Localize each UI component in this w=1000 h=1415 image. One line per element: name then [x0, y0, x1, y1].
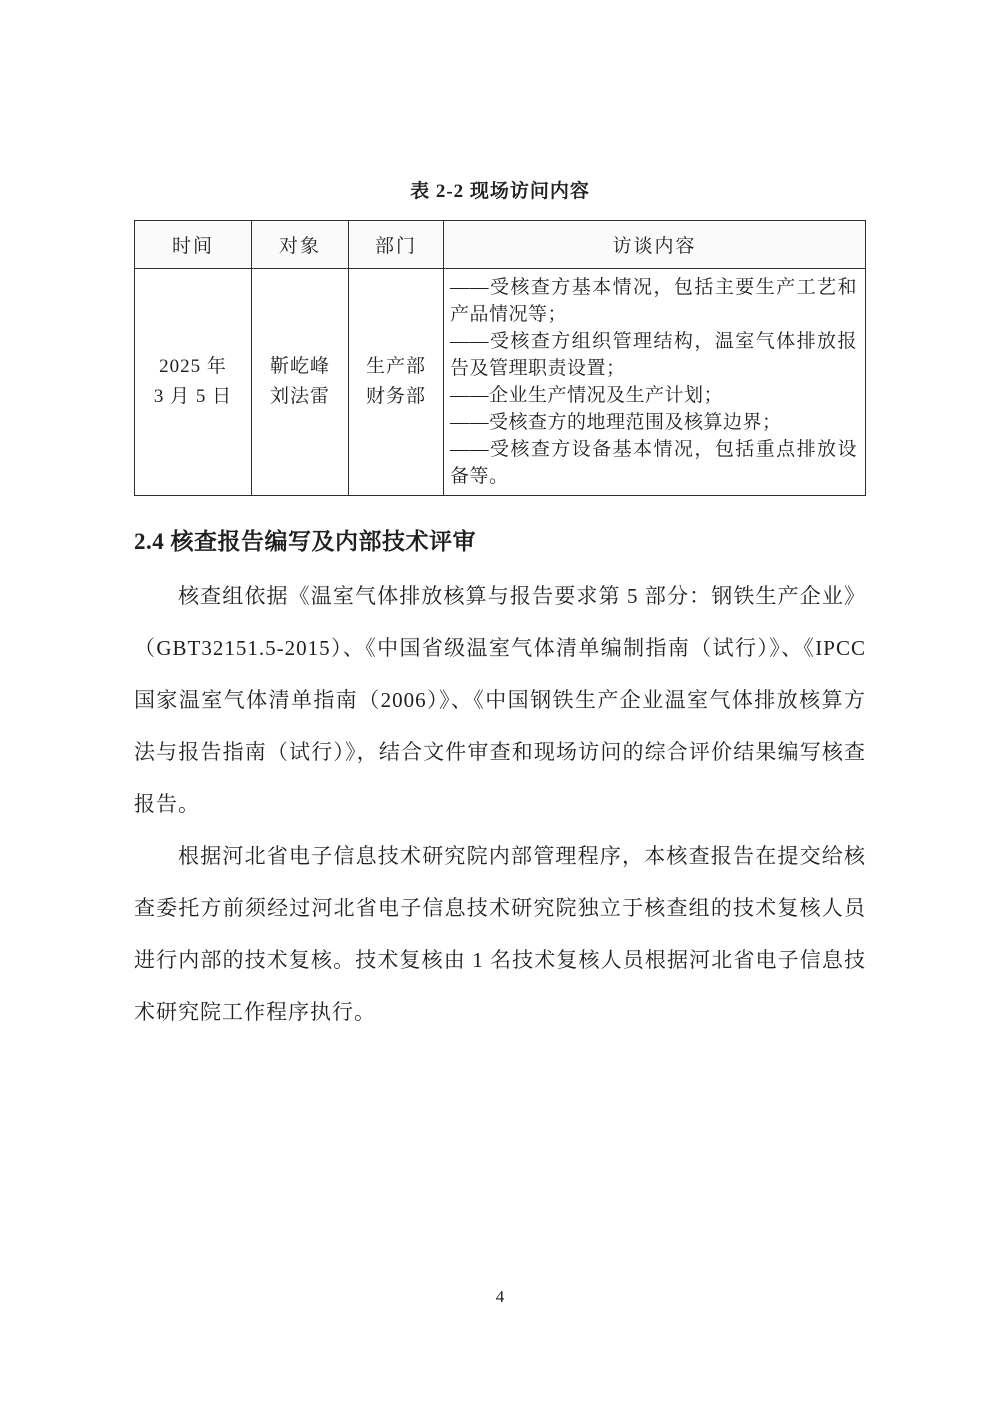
cell-department [349, 269, 444, 496]
cell-time [135, 269, 252, 496]
column-header-person: 对象 [252, 221, 349, 269]
table-header-row [135, 221, 866, 269]
interview-topic: ——受核查方的地理范围及核算边界； [450, 412, 782, 433]
table-caption: 表 2-2 现场访问内容 [410, 181, 590, 202]
department-2: 财务部 [365, 386, 426, 407]
section-heading: 2.4 核查报告编写及内部技术评审 [134, 529, 476, 554]
person-name-2: 刘法雷 [269, 386, 330, 407]
interview-topic: ——受核查方组织管理结构，温室气体排放报告及管理职责设置； [450, 331, 857, 379]
person-name-1: 靳屹峰 [269, 356, 330, 377]
page-content [134, 176, 866, 1038]
site-visit-table [134, 220, 866, 496]
cell-person [252, 269, 349, 496]
column-header-time: 时间 [135, 221, 252, 269]
interview-topic: ——企业生产情况及生产计划； [450, 385, 724, 406]
column-header-department: 部门 [349, 221, 444, 269]
time-line-2: 3 月 5 日 [153, 386, 233, 407]
department-1: 生产部 [365, 356, 426, 377]
body-paragraph-2: 根据河北省电子信息技术研究院内部管理程序，本核查报告在提交给核查委托方前须经过河北省电子信息技术研究院独立于核查组的技术复核人员进行内部的技术复核。技术复核由 1 名技术复核人员根据河北省电子信息技术研究院工作程序执行。 [134, 844, 866, 1024]
time-line-1: 2025 年 [159, 356, 227, 377]
interview-topic: ——受核查方设备基本情况，包括重点排放设备等。 [450, 439, 857, 487]
interview-topic: ——受核查方基本情况，包括主要生产工艺和产品情况等； [450, 277, 857, 325]
table-row [135, 269, 866, 496]
column-header-content: 访谈内容 [444, 221, 866, 269]
body-paragraph-1: 核查组依据《温室气体排放核算与报告要求第 5 部分：钢铁生产企业》（GBT32151.5-2015）、《中国省级温室气体清单编制指南（试行）》、《IPCC 国家温室气体清单指南（2006）》、《中国钢铁生产企业温室气体排放核算方法与报告指南（试行）》，结合文件审查和现场访问的综合评价结果编写核查报告。 [134, 584, 866, 816]
page-number: 4 [495, 1287, 505, 1306]
cell-interview-content [444, 269, 866, 496]
